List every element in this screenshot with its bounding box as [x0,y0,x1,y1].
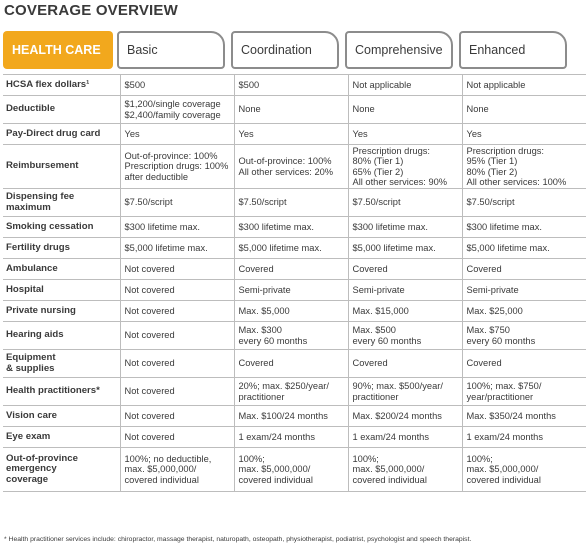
table-row [3,124,586,145]
plan-tabs [0,28,586,72]
table-cell: 1 exam/24 months [234,427,348,448]
row-label: Equipment & supplies [3,350,120,378]
table-row [3,322,586,350]
table-row [3,280,586,301]
row-label: Eye exam [3,427,120,448]
table-cell: Yes [120,124,234,145]
tab-enhanced[interactable]: Enhanced [459,31,567,69]
table-cell: Semi-private [348,280,462,301]
table-row [3,406,586,427]
table-row [3,217,586,238]
table-row [3,378,586,406]
row-label: Vision care [3,406,120,427]
table-cell: Not covered [120,322,234,350]
table-cell: Covered [234,350,348,378]
table-cell: $5,000 lifetime max. [462,238,586,259]
table-cell: Semi-private [462,280,586,301]
table-cell: $7.50/script [234,189,348,217]
table-cell: Prescription drugs: 80% (Tier 1) 65% (Tier 2) All other services: 90% [348,145,462,189]
table-cell: Not covered [120,259,234,280]
table-cell: $500 [120,75,234,96]
coverage-table [3,74,586,492]
table-cell: $5,000 lifetime max. [234,238,348,259]
row-label: Fertility drugs [3,238,120,259]
table-cell: Covered [348,259,462,280]
table-cell: Yes [234,124,348,145]
table-cell: Covered [462,259,586,280]
table-cell: Not covered [120,378,234,406]
row-label: HCSA flex dollars¹ [3,75,120,96]
table-cell: 1 exam/24 months [462,427,586,448]
table-row [3,96,586,124]
table-cell: 90%; max. $500/year/ practitioner [348,378,462,406]
table-cell: $5,000 lifetime max. [348,238,462,259]
table-cell: 100%; max. $5,000,000/ covered individual [462,448,586,492]
table-cell: Max. $5,000 [234,301,348,322]
table-cell: Semi-private [234,280,348,301]
row-label: Health practitioners* [3,378,120,406]
table-row [3,448,586,492]
table-cell: $300 lifetime max. [234,217,348,238]
table-cell: Not covered [120,301,234,322]
table-cell: Not covered [120,406,234,427]
page-title: COVERAGE OVERVIEW [4,2,178,19]
table-cell: Covered [348,350,462,378]
table-row [3,75,586,96]
row-label: Deductible [3,96,120,124]
table-cell: Max. $100/24 months [234,406,348,427]
tab-coordination[interactable]: Coordination [231,31,339,69]
table-cell: 20%; max. $250/year/ practitioner [234,378,348,406]
table-cell: 100%; max. $5,000,000/ covered individual [348,448,462,492]
table-cell: Max. $15,000 [348,301,462,322]
table-row [3,350,586,378]
table-cell: $7.50/script [120,189,234,217]
table-row [3,427,586,448]
table-cell: Not covered [120,427,234,448]
table-cell: $7.50/script [348,189,462,217]
table-cell: Prescription drugs: 95% (Tier 1) 80% (Tier 2) All other services: 100% [462,145,586,189]
table-cell: Yes [462,124,586,145]
table-cell: Max. $500 every 60 months [348,322,462,350]
table-cell: Max. $200/24 months [348,406,462,427]
table-cell: $5,000 lifetime max. [120,238,234,259]
table-cell: Max. $350/24 months [462,406,586,427]
footnote: * Health practitioner services include: chiropractor, massage therapist, naturopath, osteopath, physiotherapist, podiatrist, psychologist and speech therapist. [4,536,472,543]
table-cell: Max. $750 every 60 months [462,322,586,350]
row-label: Dispensing fee maximum [3,189,120,217]
table-cell: None [234,96,348,124]
table-cell: 100%; max. $5,000,000/ covered individual [234,448,348,492]
table-row [3,238,586,259]
row-label: Hospital [3,280,120,301]
table-cell: Covered [462,350,586,378]
row-label: Reimbursement [3,145,120,189]
table-cell: Out-of-province: 100% Prescription drugs: 100% after deductible [120,145,234,189]
table-row [3,145,586,189]
table-cell: $300 lifetime max. [120,217,234,238]
tab-basic[interactable]: Basic [117,31,225,69]
table-row [3,259,586,280]
table-cell: $1,200/single coverage $2,400/family coverage [120,96,234,124]
table-cell: Covered [234,259,348,280]
row-label: Ambulance [3,259,120,280]
table-cell: $300 lifetime max. [462,217,586,238]
table-cell: Not covered [120,350,234,378]
table-cell: Not applicable [462,75,586,96]
table-cell: Out-of-province: 100% All other services: 20% [234,145,348,189]
table-cell: 100%; no deductible, max. $5,000,000/ covered individual [120,448,234,492]
table-row [3,301,586,322]
table-cell: $300 lifetime max. [348,217,462,238]
table-cell: 100%; max. $750/ year/practitioner [462,378,586,406]
table-cell: $500 [234,75,348,96]
table-cell: 1 exam/24 months [348,427,462,448]
row-label: Smoking cessation [3,217,120,238]
table-cell: $7.50/script [462,189,586,217]
table-cell: Not covered [120,280,234,301]
table-cell: Not applicable [348,75,462,96]
row-label: Out-of-province emergency coverage [3,448,120,492]
table-row [3,189,586,217]
table-cell: Max. $300 every 60 months [234,322,348,350]
table-cell: None [462,96,586,124]
row-label: Pay-Direct drug card [3,124,120,145]
row-label: Private nursing [3,301,120,322]
tab-comprehensive[interactable]: Comprehensive [345,31,453,69]
row-label: Hearing aids [3,322,120,350]
table-cell: None [348,96,462,124]
tab-health-care[interactable]: HEALTH CARE [3,31,113,69]
table-cell: Max. $25,000 [462,301,586,322]
table-cell: Yes [348,124,462,145]
